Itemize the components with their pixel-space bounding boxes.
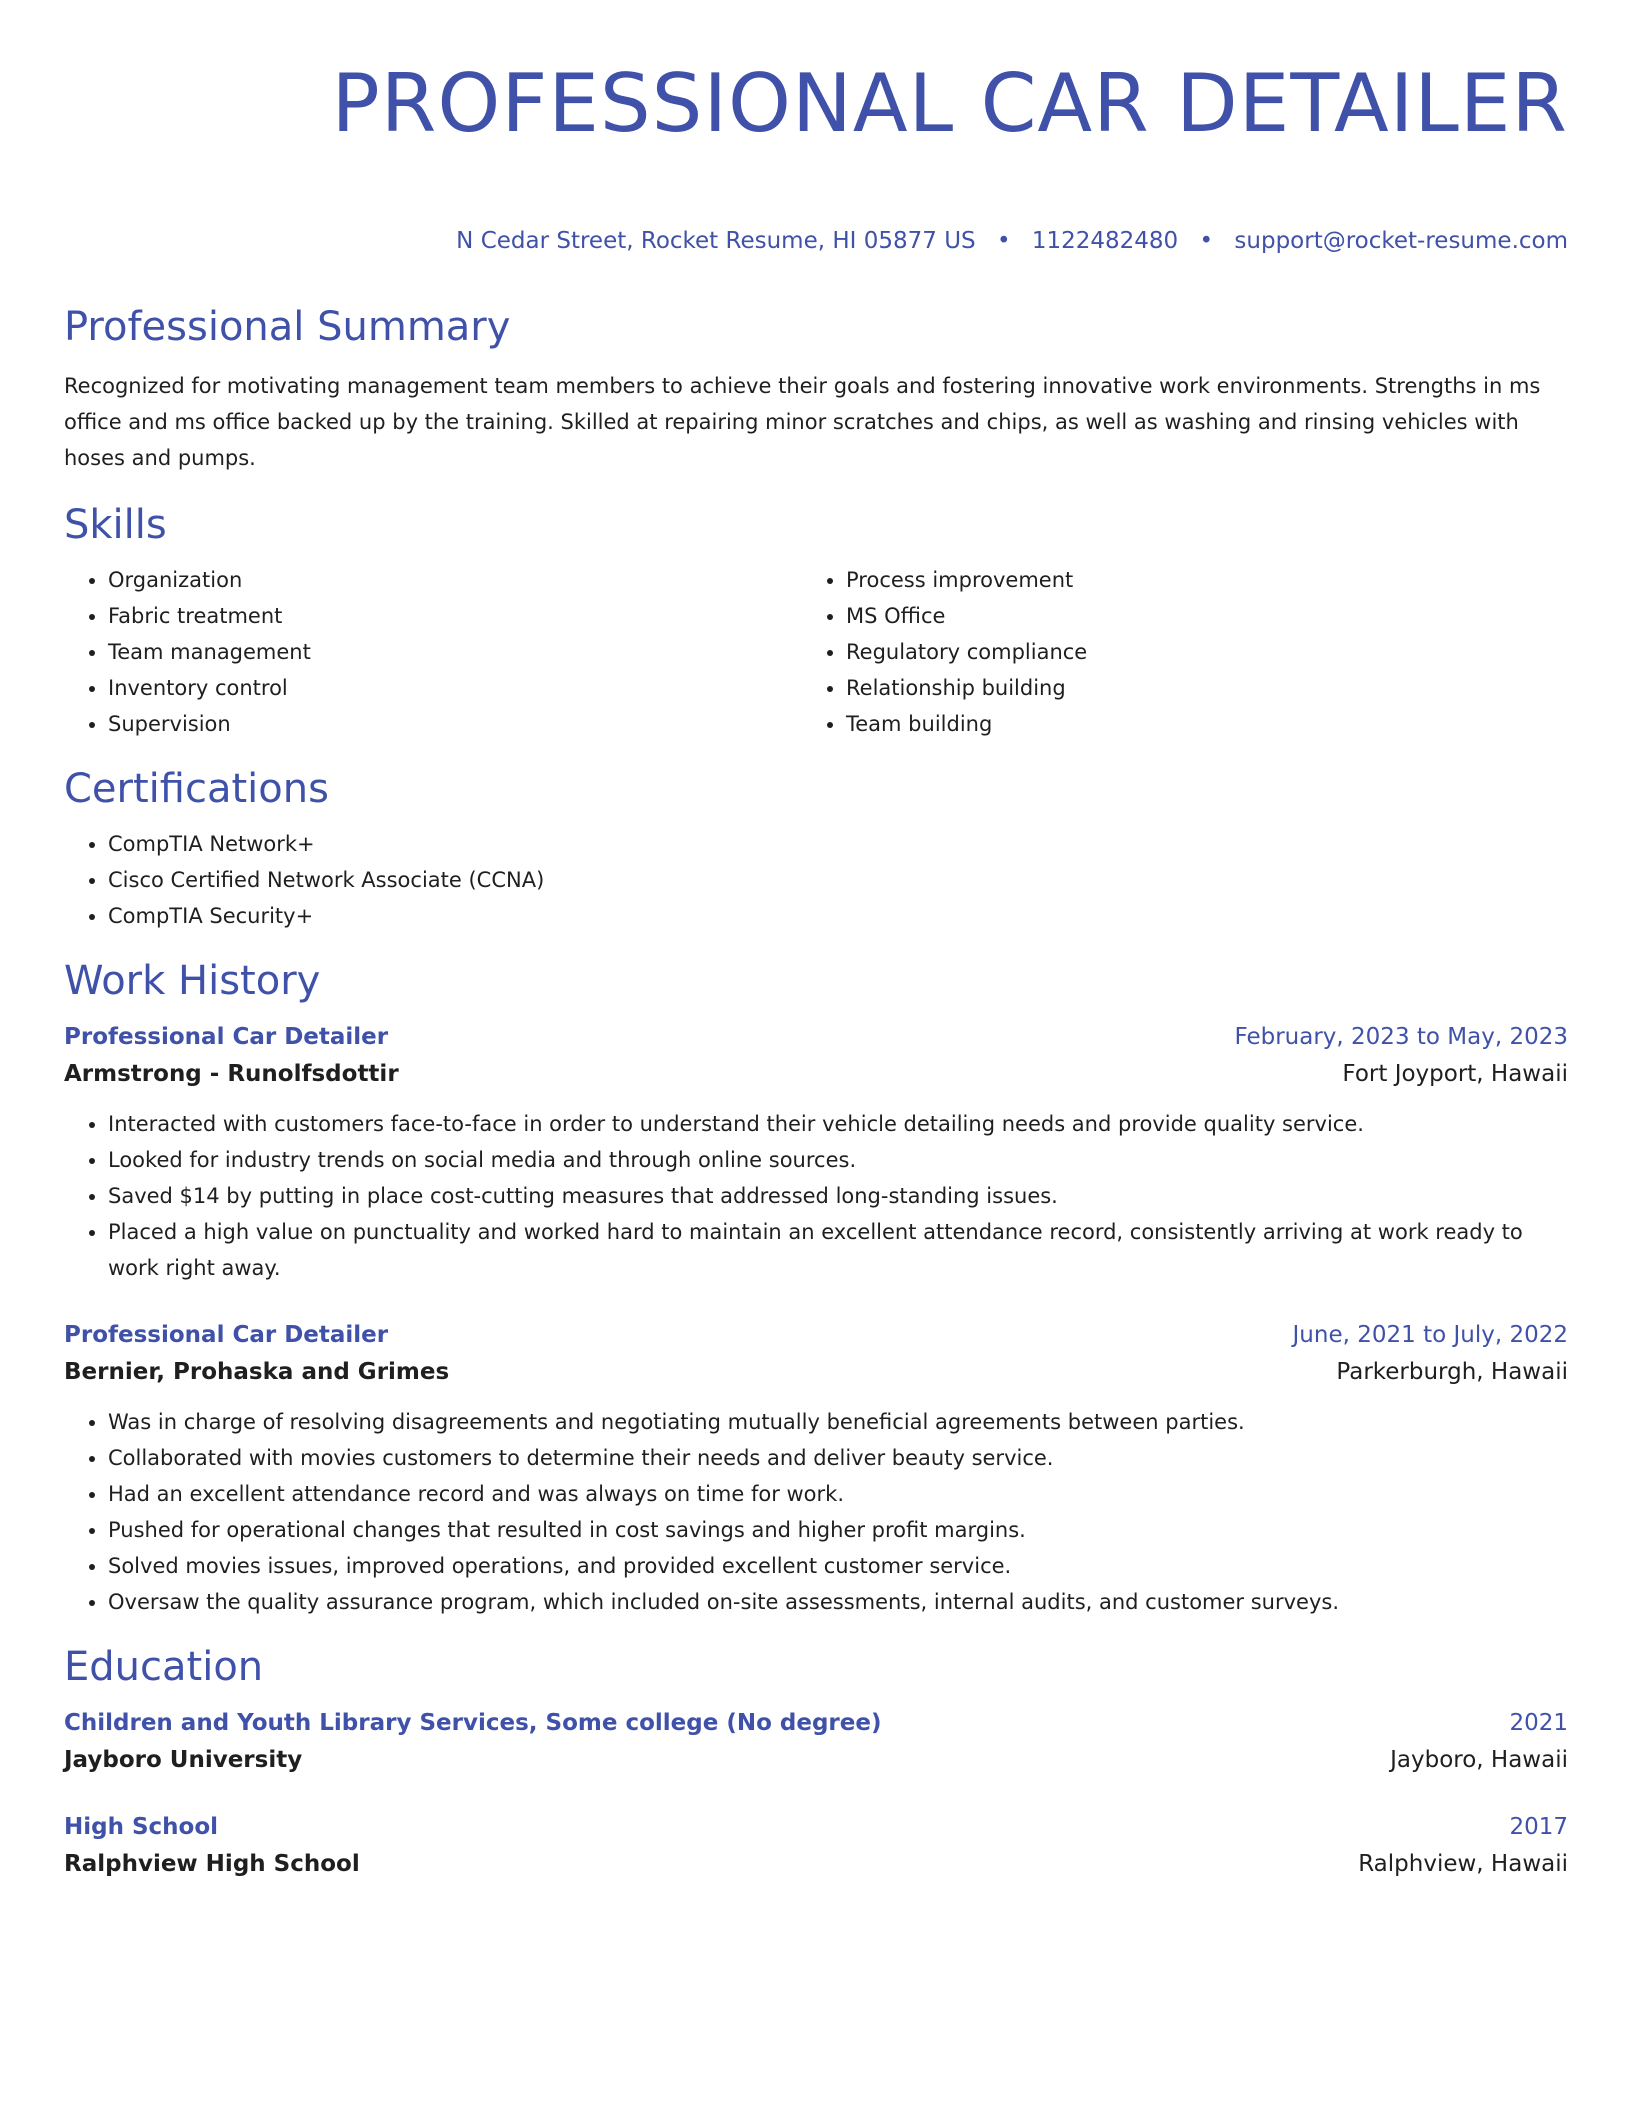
skills-column-left: [64, 562, 802, 742]
job-entry: [64, 1020, 1568, 1286]
job-bullet: • Placed a high value on punctuality and worked hard to maintain an excellent attendance record, consistently arriving at work ready to work right away.: [108, 1214, 1568, 1286]
job-bullet: • Solved movies issues, improved operations, and provided excellent customer service.: [108, 1548, 1568, 1584]
job-location: Parkerburgh, Hawaii: [1336, 1359, 1568, 1385]
skill-item: • Relationship building: [846, 670, 1540, 706]
certifications-section: [64, 764, 1568, 934]
certifications-list: [64, 826, 1568, 934]
skill-item: • Process improvement: [846, 562, 1540, 598]
candidate-name: PROFESSIONAL CAR DETAILER: [331, 57, 1568, 150]
certifications-heading: Certifications: [64, 766, 329, 812]
job-dates: February, 2023 to May, 2023: [1234, 1024, 1568, 1050]
education-school-row: [64, 1740, 1568, 1780]
job-bullet: • Interacted with customers face-to-face in order to understand their vehicle detailing needs and provide quality service.: [108, 1106, 1568, 1142]
education-degree: High School: [64, 1814, 219, 1840]
summary-section: [64, 302, 1568, 476]
job-title-row: [64, 1318, 1568, 1352]
education-school: Ralphview High School: [64, 1851, 360, 1877]
skill-item: • Organization: [108, 562, 802, 598]
contact-address: N Cedar Street, Rocket Resume, HI 05877 US: [456, 228, 976, 254]
education-location: Jayboro, Hawaii: [1390, 1747, 1568, 1773]
certification-item: • Cisco Certified Network Associate (CCNA): [108, 862, 1568, 898]
education-degree-row: [64, 1810, 1568, 1844]
skills-section: [64, 500, 1568, 742]
skills-list-left: [64, 562, 802, 742]
contact-phone: 1122482480: [1031, 228, 1179, 254]
education-school-row: [64, 1844, 1568, 1884]
education-entry: [64, 1810, 1568, 1884]
education-year: 2017: [1509, 1814, 1568, 1840]
skills-columns: [64, 562, 1568, 742]
education-year: 2021: [1509, 1710, 1568, 1736]
job-bullet: • Was in charge of resolving disagreements and negotiating mutually beneficial agreements between parties.: [108, 1404, 1568, 1440]
skill-item: • MS Office: [846, 598, 1540, 634]
skills-heading: Skills: [64, 502, 167, 548]
contact-email: support@rocket-resume.com: [1234, 228, 1568, 254]
certification-item: • CompTIA Network+: [108, 826, 1568, 862]
contact-line: [64, 226, 1568, 256]
skill-item: • Team management: [108, 634, 802, 670]
contact-separator: •: [996, 228, 1011, 254]
job-bullet: • Saved $14 by putting in place cost-cutting measures that addressed long-standing issues.: [108, 1178, 1568, 1214]
job-entry: [64, 1318, 1568, 1620]
job-company-row: [64, 1054, 1568, 1094]
skill-item: • Team building: [846, 706, 1540, 742]
job-bullets: [64, 1404, 1568, 1620]
skills-column-right: [802, 562, 1540, 742]
education-location: Ralphview, Hawaii: [1358, 1851, 1568, 1877]
job-company: Bernier, Prohaska and Grimes: [64, 1359, 450, 1385]
resume-header: [64, 52, 1568, 256]
education-degree-row: [64, 1706, 1568, 1740]
job-company-row: [64, 1352, 1568, 1392]
education-heading: Education: [64, 1644, 264, 1690]
job-bullet: • Had an excellent attendance record and was always on time for work.: [108, 1476, 1568, 1512]
skill-item: • Inventory control: [108, 670, 802, 706]
job-bullet: • Oversaw the quality assurance program, which included on-site assessments, internal audits, and customer surveys.: [108, 1584, 1568, 1620]
contact-separator: •: [1199, 228, 1214, 254]
education-school: Jayboro University: [64, 1747, 303, 1773]
education-degree: Children and Youth Library Services, Some college (No degree): [64, 1710, 882, 1736]
summary-heading: Professional Summary: [64, 304, 511, 350]
education-section: [64, 1642, 1568, 1884]
job-company: Armstrong - Runolfsdottir: [64, 1061, 399, 1087]
job-bullets: [64, 1106, 1568, 1286]
job-bullet: • Looked for industry trends on social media and through online sources.: [108, 1142, 1568, 1178]
skills-list-right: [802, 562, 1540, 742]
job-bullet: • Pushed for operational changes that resulted in cost savings and higher profit margins.: [108, 1512, 1568, 1548]
skill-item: • Regulatory compliance: [846, 634, 1540, 670]
job-location: Fort Joyport, Hawaii: [1342, 1061, 1568, 1087]
job-bullet: • Collaborated with movies customers to determine their needs and deliver beauty service.: [108, 1440, 1568, 1476]
summary-text: Recognized for motivating management team members to achieve their goals and fostering innovative work environments. Strengths in ms office and ms office backed up by the training. Skilled at repairing minor scratches and chips, as well as washing and rinsing vehicles with hoses and pumps.: [64, 374, 1541, 470]
work-history-section: [64, 956, 1568, 1620]
job-title-row: [64, 1020, 1568, 1054]
skill-item: • Supervision: [108, 706, 802, 742]
education-entry: [64, 1706, 1568, 1780]
job-dates: June, 2021 to July, 2022: [1292, 1322, 1568, 1348]
certification-item: • CompTIA Security+: [108, 898, 1568, 934]
work-history-heading: Work History: [64, 958, 321, 1004]
job-role: Professional Car Detailer: [64, 1024, 389, 1050]
job-role: Professional Car Detailer: [64, 1322, 389, 1348]
skill-item: • Fabric treatment: [108, 598, 802, 634]
